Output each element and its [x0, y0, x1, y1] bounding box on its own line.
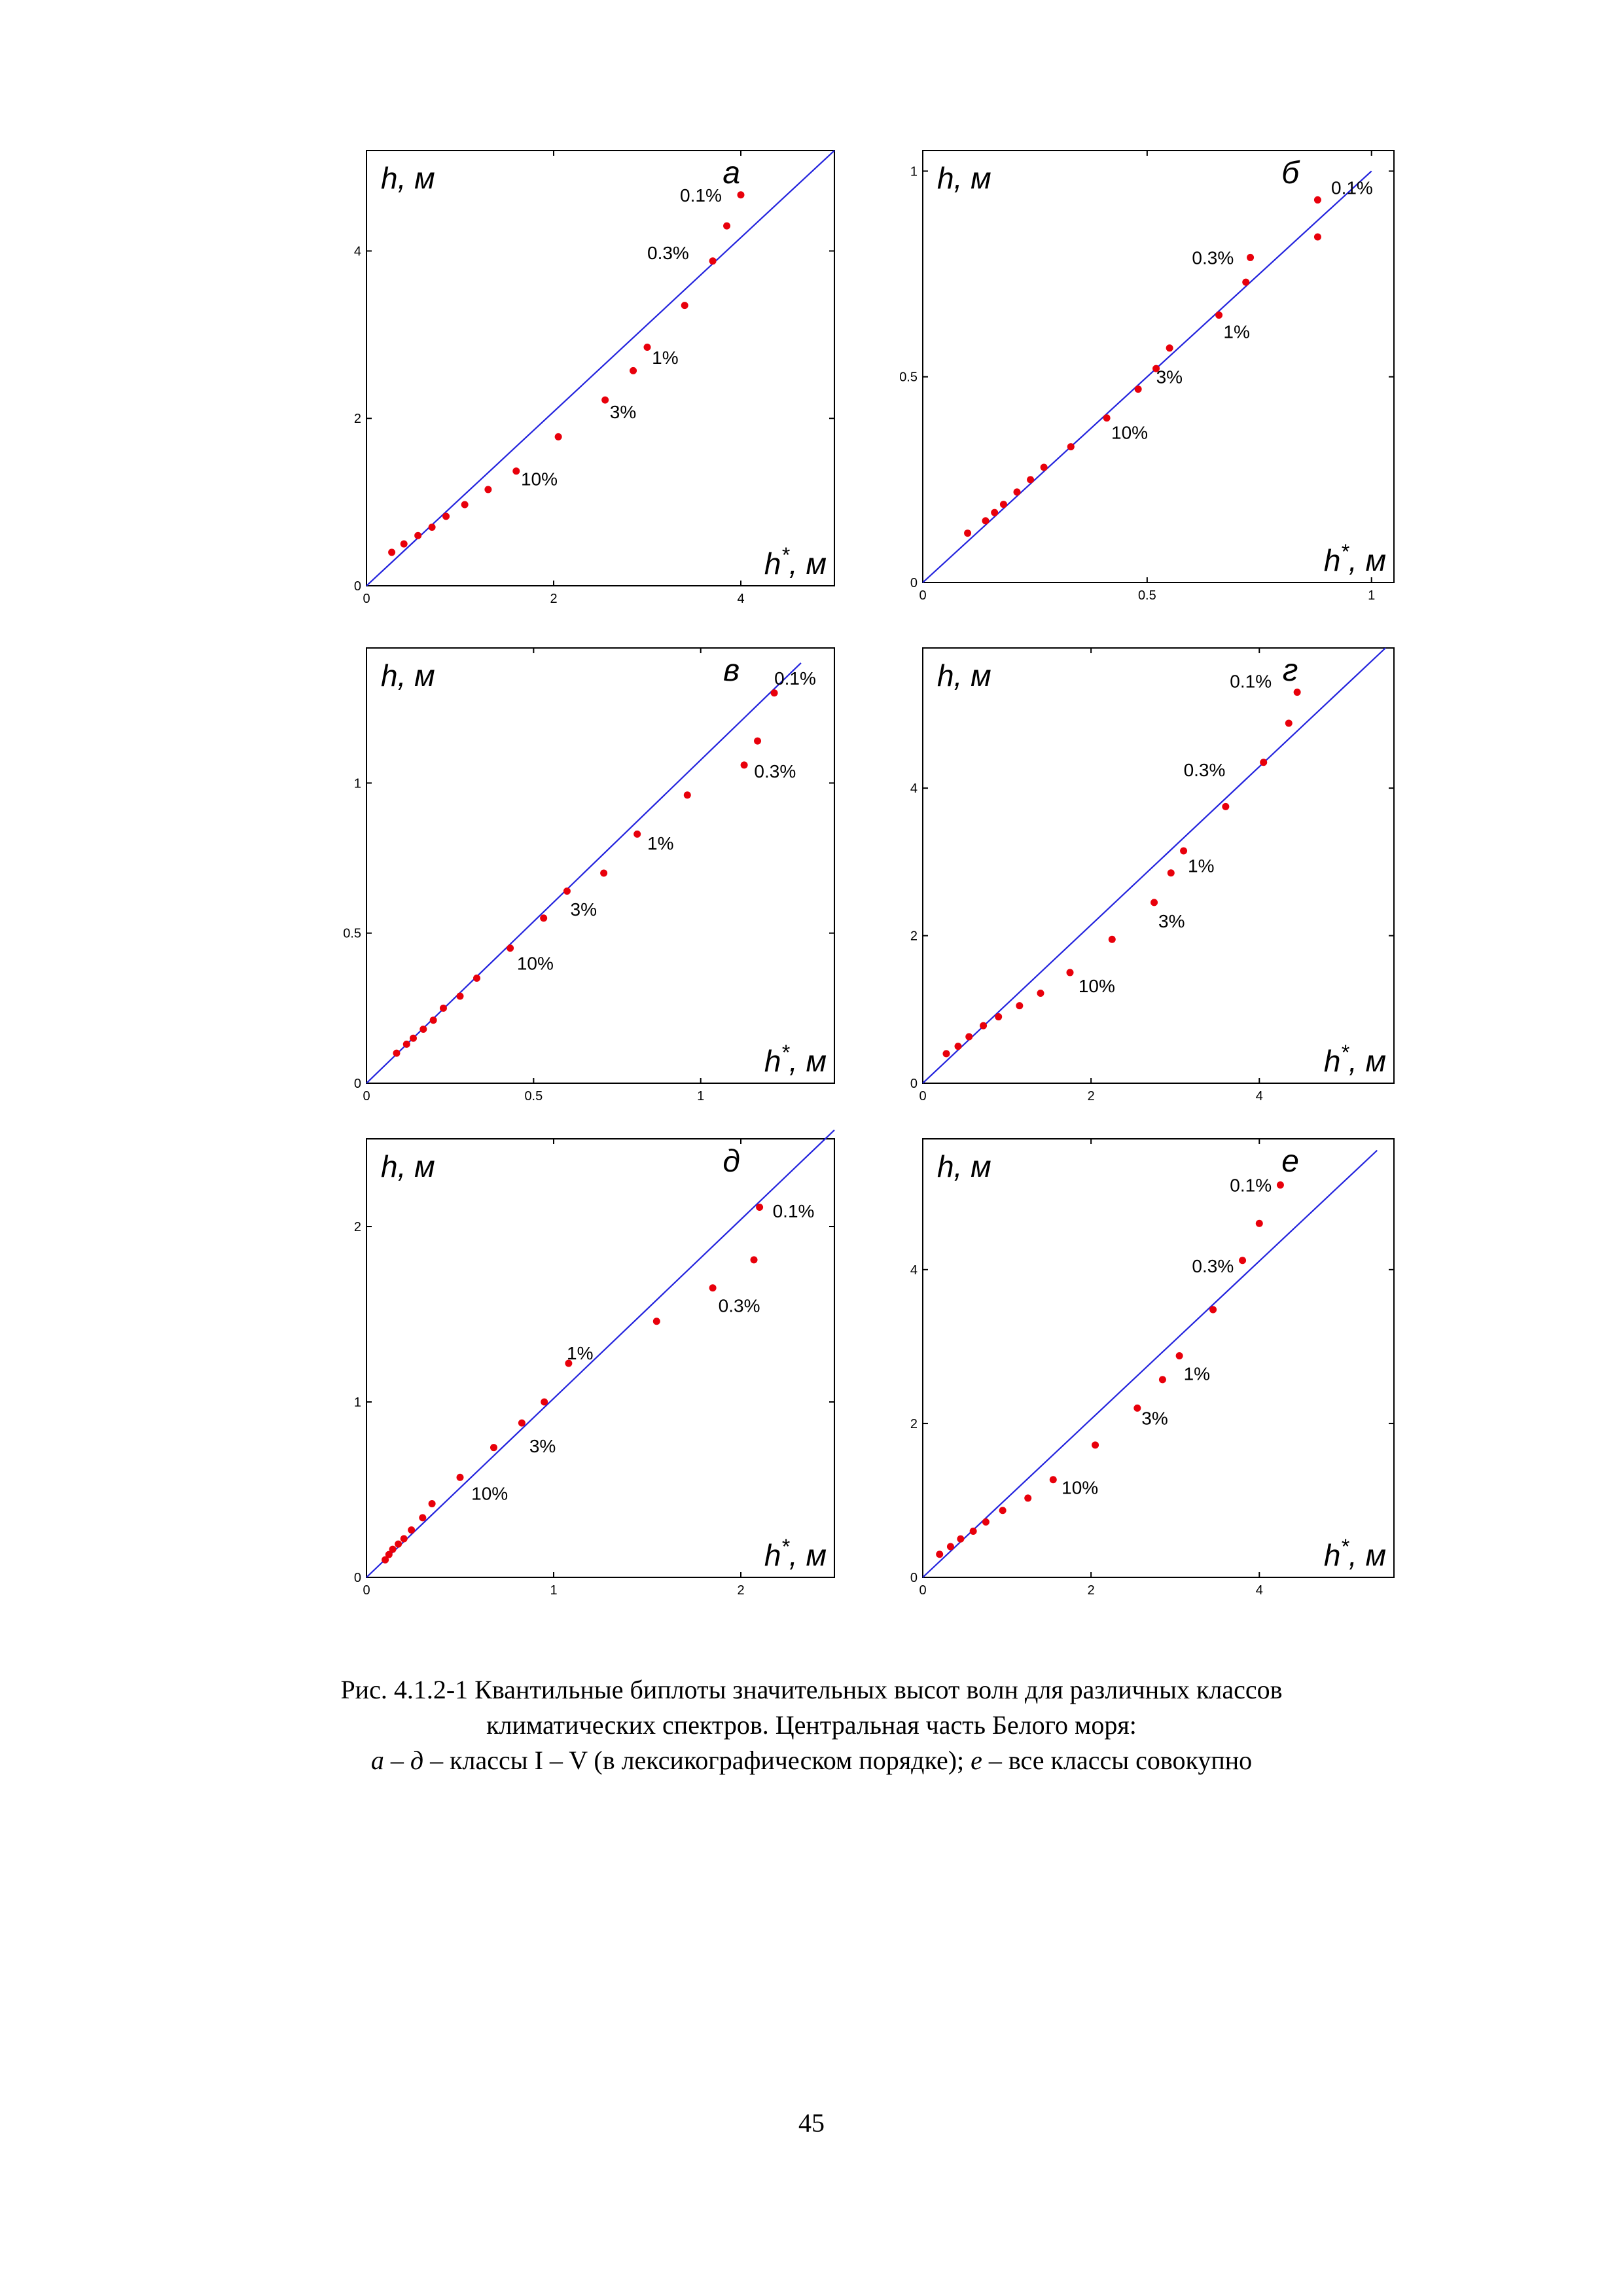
data-point	[1166, 344, 1173, 351]
chart-svg-g	[844, 628, 1407, 1119]
y-tick-label: 1	[910, 164, 918, 179]
data-point	[1159, 1376, 1166, 1383]
quantile-label: 10%	[1061, 1477, 1099, 1498]
quantile-label: 3%	[570, 899, 597, 920]
y-tick-label: 4	[910, 781, 918, 797]
equality-line	[366, 1130, 834, 1577]
data-point	[429, 1500, 436, 1507]
x-tick-label: 1	[697, 1089, 705, 1103]
y-axis-title: h, м	[381, 1149, 435, 1183]
x-tick-label: 0	[363, 1583, 370, 1598]
data-point	[1260, 759, 1267, 766]
data-point	[393, 1050, 400, 1057]
y-tick-label: 2	[910, 1416, 918, 1431]
quantile-label: 0.3%	[1192, 247, 1234, 268]
data-point	[518, 1420, 526, 1427]
plot-frame	[923, 648, 1394, 1083]
data-point	[1024, 1494, 1031, 1501]
data-point	[1294, 689, 1301, 696]
data-point	[429, 524, 436, 531]
quantile-label: 10%	[1078, 976, 1115, 997]
data-point	[1133, 1405, 1141, 1412]
data-point	[955, 1043, 962, 1050]
data-point	[1215, 312, 1222, 319]
data-point	[1277, 1181, 1284, 1189]
chart-panel-a	[275, 131, 838, 628]
data-point	[964, 529, 971, 537]
panel-letter: а	[722, 156, 741, 190]
data-point	[1041, 464, 1048, 471]
x-axis-title: h*, м	[1323, 540, 1386, 577]
y-tick-label: 0	[910, 1077, 918, 1091]
x-tick-label: 0	[919, 588, 927, 603]
data-point	[754, 738, 761, 745]
data-point	[970, 1528, 977, 1535]
data-point	[512, 467, 520, 475]
quantile-label: 1%	[652, 347, 679, 368]
data-point	[484, 486, 491, 493]
caption-a: а	[370, 1746, 384, 1775]
data-point	[633, 831, 641, 838]
quantile-label: 10%	[471, 1483, 508, 1504]
caption-line-3	[216, 1743, 1407, 1778]
y-tick-label: 0	[910, 576, 918, 590]
data-point	[1180, 847, 1187, 854]
data-point	[401, 541, 408, 548]
quantile-label: 0.1%	[1230, 671, 1272, 692]
data-point	[982, 1518, 990, 1526]
panel-letter: в	[723, 653, 740, 688]
data-point	[653, 1318, 660, 1325]
data-point	[419, 1026, 427, 1033]
caption-line-1: Рис. 4.1.2-1 Квантильные биплоты значительных высот волн для различных классов	[340, 1675, 1283, 1704]
chart-svg-v	[275, 628, 838, 1119]
data-point	[1103, 414, 1111, 422]
data-point	[457, 993, 464, 1000]
data-point	[1016, 1002, 1023, 1009]
panel-letter: д	[722, 1144, 740, 1179]
data-point	[1014, 488, 1021, 495]
data-point	[709, 1284, 717, 1291]
data-point	[410, 1035, 417, 1042]
data-point	[999, 1507, 1007, 1514]
y-axis-title: h, м	[937, 1149, 991, 1183]
data-point	[419, 1514, 426, 1521]
data-point	[601, 397, 609, 404]
data-point	[1247, 254, 1254, 261]
chart-panel-b	[844, 131, 1407, 628]
x-axis-title: h*, м	[764, 543, 827, 581]
data-point	[1092, 1441, 1099, 1448]
x-tick-label: 0	[919, 1583, 927, 1598]
y-tick-label: 0	[353, 579, 361, 594]
data-point	[473, 975, 480, 982]
data-point	[401, 1535, 408, 1543]
page-number: 45	[798, 2108, 825, 2138]
y-tick-label: 2	[353, 412, 361, 427]
data-point	[540, 914, 547, 922]
data-point	[965, 1033, 972, 1040]
equality-line	[366, 151, 834, 586]
data-point	[709, 257, 717, 264]
quantile-label: 0.3%	[647, 243, 689, 264]
data-point	[756, 1204, 763, 1211]
x-tick-label: 4	[1255, 1583, 1263, 1598]
quantile-label: 0.1%	[774, 668, 816, 689]
quantile-label: 3%	[529, 1436, 556, 1456]
data-point	[1150, 899, 1158, 906]
data-point	[947, 1543, 954, 1550]
data-point	[741, 761, 748, 768]
data-point	[461, 501, 469, 508]
x-tick-label: 2	[1087, 1089, 1095, 1103]
data-point	[388, 548, 395, 556]
data-point	[738, 191, 745, 198]
data-point	[1000, 501, 1007, 508]
chart-svg-b	[844, 131, 1407, 628]
y-tick-label: 1	[353, 1395, 361, 1410]
quantile-label: 3%	[1141, 1408, 1168, 1429]
caption-line-2: климатических спектров. Центральная часть Белого моря:	[486, 1710, 1137, 1740]
chart-svg-d	[275, 1119, 838, 1617]
chart-panel-v	[275, 628, 838, 1119]
panel-letter: е	[1281, 1144, 1299, 1179]
data-point	[1037, 990, 1044, 997]
chart-svg-e	[844, 1119, 1407, 1617]
data-point	[430, 1016, 437, 1024]
data-point	[1168, 869, 1175, 876]
quantile-label: 10%	[1111, 422, 1149, 443]
data-point	[1314, 234, 1321, 241]
quantile-label: 1%	[1223, 321, 1250, 342]
data-point	[751, 1256, 758, 1263]
y-axis-title: h, м	[937, 161, 991, 195]
y-tick-label: 0	[353, 1077, 361, 1091]
data-point	[957, 1535, 964, 1543]
quantile-label: 1%	[1188, 855, 1215, 876]
equality-line	[923, 1151, 1377, 1577]
x-axis-title: h*, м	[764, 1041, 827, 1078]
x-axis-title: h*, м	[1323, 1041, 1386, 1078]
x-tick-label: 2	[1087, 1583, 1095, 1598]
figure-caption	[216, 1672, 1407, 1778]
quantile-label: 0.1%	[772, 1200, 815, 1221]
caption-dash: –	[383, 1746, 410, 1775]
data-point	[414, 532, 421, 539]
x-tick-label: 2	[737, 1583, 745, 1598]
y-tick-label: 0.5	[899, 370, 918, 385]
data-point	[723, 223, 730, 230]
x-axis-title: h*, м	[764, 1535, 827, 1572]
chart-svg-a	[275, 131, 838, 628]
data-point	[600, 869, 607, 876]
data-point	[1176, 1352, 1183, 1359]
plot-frame	[366, 648, 834, 1083]
data-point	[408, 1526, 415, 1534]
x-axis-title: h*, м	[1323, 1535, 1386, 1572]
data-point	[1135, 386, 1142, 393]
data-point	[1109, 936, 1116, 943]
y-tick-label: 2	[910, 929, 918, 944]
quantile-label: 1%	[567, 1342, 594, 1363]
y-tick-label: 2	[353, 1220, 361, 1234]
x-tick-label: 4	[737, 592, 745, 606]
data-point	[1239, 1257, 1246, 1264]
quantile-label: 3%	[1156, 367, 1183, 387]
quantile-label: 1%	[1183, 1363, 1211, 1384]
quantile-label: 0.1%	[1230, 1175, 1272, 1196]
data-point	[991, 509, 998, 516]
y-tick-label: 4	[910, 1263, 918, 1278]
data-point	[1242, 279, 1249, 286]
y-tick-label: 0.5	[343, 926, 361, 941]
data-point	[771, 689, 778, 696]
caption-all: – все классы совокупно	[982, 1746, 1253, 1775]
x-tick-label: 1	[1368, 588, 1376, 603]
data-point	[490, 1444, 497, 1451]
chart-panel-g	[844, 628, 1407, 1119]
quantile-label: 0.1%	[680, 185, 722, 206]
data-point	[684, 791, 691, 798]
data-point	[555, 433, 562, 440]
data-point	[541, 1399, 548, 1406]
data-point	[936, 1551, 943, 1558]
data-point	[1314, 196, 1321, 204]
data-point	[403, 1041, 410, 1048]
data-point	[1285, 719, 1293, 726]
data-point	[563, 888, 571, 895]
data-point	[1222, 803, 1229, 810]
caption-e: е	[971, 1746, 982, 1775]
y-tick-label: 0	[353, 1571, 361, 1585]
quantile-label: 0.3%	[1192, 1255, 1234, 1276]
x-tick-label: 0.5	[524, 1089, 543, 1103]
data-point	[1209, 1306, 1217, 1313]
x-tick-label: 4	[1255, 1089, 1263, 1103]
equality-line	[923, 648, 1385, 1083]
data-point	[1067, 443, 1075, 450]
data-point	[457, 1474, 464, 1481]
data-point	[395, 1541, 402, 1548]
data-point	[440, 1005, 447, 1012]
quantile-label: 3%	[609, 402, 637, 422]
data-point	[980, 1022, 987, 1030]
caption-classes: – классы I – V (в лексикографическом порядке);	[423, 1746, 971, 1775]
y-tick-label: 1	[353, 776, 361, 791]
x-tick-label: 0.5	[1137, 588, 1156, 603]
y-tick-label: 0	[910, 1571, 918, 1585]
quantile-label: 10%	[520, 469, 558, 490]
quantile-label: 0.3%	[718, 1295, 760, 1316]
quantile-label: 0.3%	[754, 761, 796, 782]
x-tick-label: 0	[363, 1089, 370, 1103]
x-tick-label: 1	[550, 1583, 558, 1598]
y-tick-label: 4	[353, 244, 361, 259]
x-tick-label: 0	[919, 1089, 927, 1103]
data-point	[1050, 1476, 1057, 1483]
y-axis-title: h, м	[937, 658, 991, 692]
data-point	[1256, 1220, 1263, 1227]
quantile-label: 10%	[516, 953, 554, 974]
data-point	[507, 944, 514, 952]
data-point	[389, 1546, 397, 1553]
quantile-label: 3%	[1158, 911, 1185, 932]
y-axis-title: h, м	[381, 658, 435, 692]
data-point	[943, 1050, 950, 1057]
quantile-label: 1%	[647, 833, 674, 854]
y-axis-title: h, м	[381, 161, 435, 195]
quantile-label: 0.3%	[1183, 759, 1226, 780]
x-tick-label: 2	[550, 592, 558, 606]
plot-frame	[366, 1139, 834, 1577]
chart-panel-d	[275, 1119, 838, 1617]
data-point	[681, 302, 688, 309]
data-point	[995, 1013, 1002, 1020]
data-point	[644, 344, 651, 351]
data-point	[982, 517, 990, 524]
equality-line	[923, 171, 1372, 583]
data-point	[630, 367, 637, 374]
data-point	[1027, 476, 1034, 483]
chart-panel-e	[844, 1119, 1407, 1617]
caption-d: д	[410, 1746, 424, 1775]
panel-letter: г	[1282, 653, 1298, 688]
data-point	[1067, 969, 1074, 976]
x-tick-label: 0	[363, 592, 370, 606]
panel-letter: б	[1281, 156, 1300, 190]
data-point	[442, 512, 450, 520]
quantile-label: 0.1%	[1331, 177, 1373, 198]
